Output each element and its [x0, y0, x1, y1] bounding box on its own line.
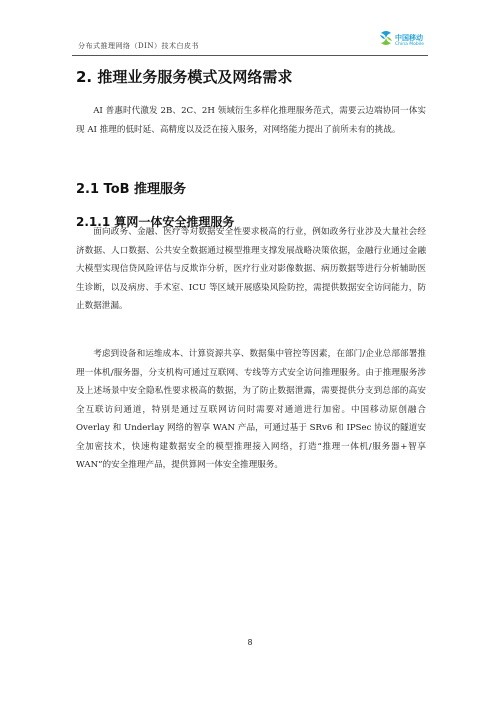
running-header-title: 分布式推理网络（DIN）技术白皮书 [78, 42, 200, 50]
logo-name-en: China Mobile [395, 42, 425, 47]
section-intro-paragraph: AI 普惠时代激发 2B、2C、2H 领域衍生多样化推理服务范式，需要云边端协同一体实现 AI 推理的低时延、高精度以及泛在接入服务，对网络能力提出了前所未有的挑战。 [76, 106, 426, 135]
body-paragraph: 面向政务、金融、医疗等对数据安全性要求极高的行业，例如政务行业涉及大量社会经济数据、人口数据、公共安全数据通过模型推理支撑发展战略决策依据，金融行业通过金融大模型实现信贷风险评估与反欺诈分析，医疗行业对影像数据、病历数据等进行分析辅助医生诊断，以及病房、手术室、ICU 等区域开展感染风险防控，需提供数据安全访问能力，防止数据泄漏。 [76, 227, 426, 311]
china-mobile-logo-icon [378, 30, 394, 46]
header-divider [72, 55, 428, 56]
logo-name-cn: 中国移动 [395, 34, 423, 42]
page-number: 8 [247, 638, 253, 647]
subsubsection-heading: 2.1.1 算网一体安全推理服务 [76, 215, 235, 229]
china-mobile-logo [378, 30, 424, 54]
section-heading: 2. 推理业务服务模式及网络需求 [76, 68, 293, 86]
body-paragraph: 考虑到设备和运维成本、计算资源共享、数据集中管控等因素，在部门/企业总部部署推理一体机/服务器，分支机构可通过互联网、专线等方式安全访问推理服务。由于推理服务涉及上述场景中安全隐私性要求极高的数据，为了防止数据泄露，需要提供分支到总部的高安全互联访问通道，特别是通过互联网访问时需要对通道进行加密。中国移动原创融合 Overlay 和 Underlay 网络的智享 WAN 产品，可通过基于 SRv6 和 IPSec 协议的隧道安全加密技术，快速构建数据安全的模型推理接入网络，打造“推理一体机/服务器+智享 WAN”的安全推理产品，提供算网一体安全推理服务。 [76, 349, 426, 470]
subsection-heading: 2.1 ToB 推理服务 [76, 182, 187, 197]
